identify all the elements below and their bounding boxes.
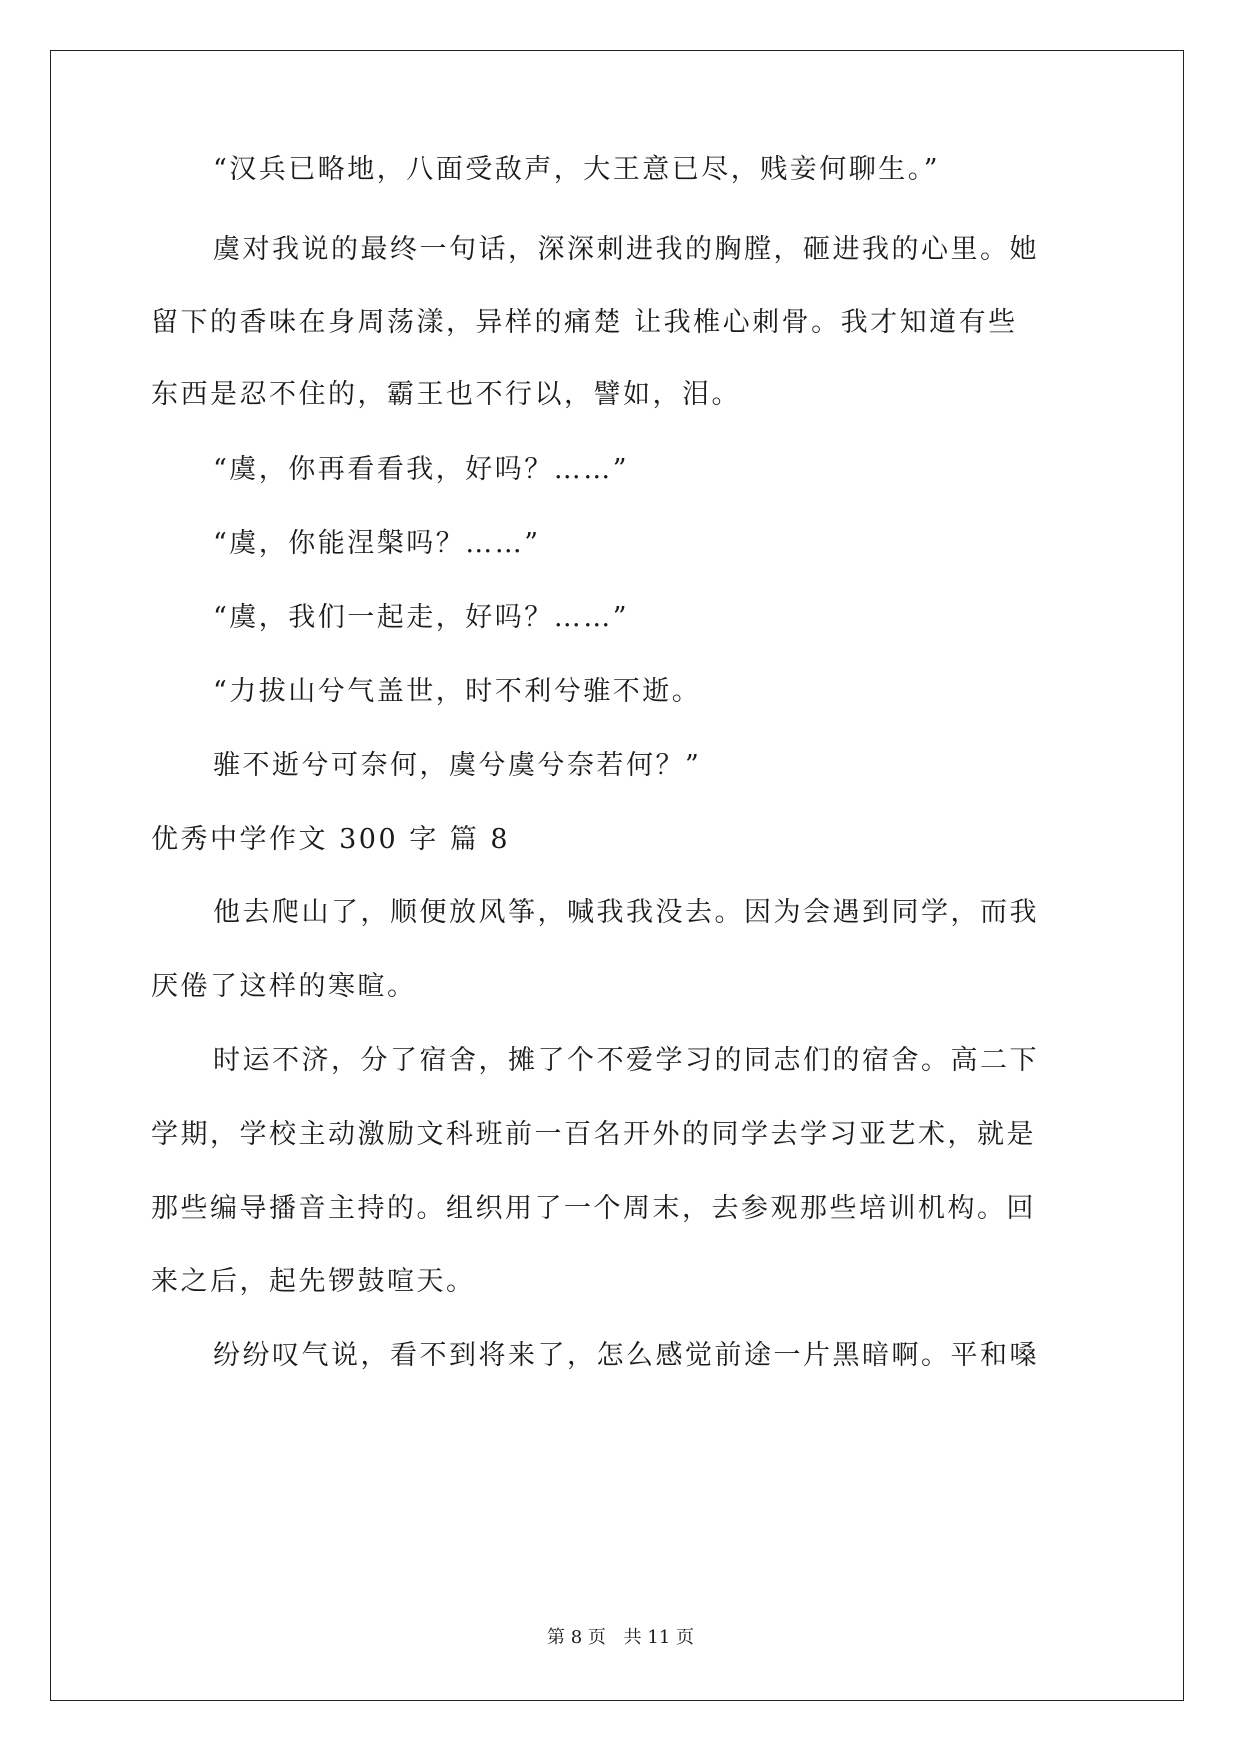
paragraph-line: 东西是忍不住的，霸王也不行以，譬如，泪。 [151,379,741,410]
page-number: 第 8 页 [547,1627,606,1648]
paragraph-line: 学期，学校主动激励文科班前一百名开外的同学去学习亚艺术，就是 [151,1119,1036,1150]
paragraph-line: “虞，你再看看我，好吗？……” [213,454,630,485]
paragraph-line: “虞，你能涅槃吗？……” [213,528,541,559]
paragraph-line: 虞对我说的最终一句话，深深刺进我的胸膛，砸进我的心里。她 [213,234,1039,265]
page-total: 共 11 页 [623,1627,694,1648]
paragraph-line: “虞，我们一起走，好吗？……” [213,602,630,633]
paragraph-line: “力拔山兮气盖世，时不利兮骓不逝。 [213,676,702,707]
page-border [50,50,1184,1701]
paragraph-line: 留下的香味在身周荡漾，异样的痛楚 让我椎心刺骨。我才知道有些 [151,307,1018,338]
page-footer [0,1623,1241,1649]
paragraph-line: 骓不逝兮可奈何，虞兮虞兮奈若何？” [213,750,702,781]
paragraph-line: 纷纷叹气说，看不到将来了，怎么感觉前途一片黑暗啊。平和嗓 [213,1340,1039,1371]
paragraph-line: 厌倦了这样的寒暄。 [151,971,417,1002]
paragraph-line: 那些编导播音主持的。组织用了一个周末，去参观那些培训机构。回 [151,1193,1036,1224]
paragraph-line: 来之后，起先锣鼓喧天。 [151,1266,476,1297]
paragraph-line: 他去爬山了，顺便放风筝，喊我我没去。因为会遇到同学，而我 [213,897,1039,928]
section-heading: 优秀中学作文 300 字 篇 8 [151,824,511,855]
paragraph-line: “汉兵已略地，八面受敌声，大王意已尽，贱妾何聊生。” [213,154,941,185]
paragraph-line: 时运不济，分了宿舍，摊了个不爱学习的同志们的宿舍。高二下 [213,1045,1039,1076]
